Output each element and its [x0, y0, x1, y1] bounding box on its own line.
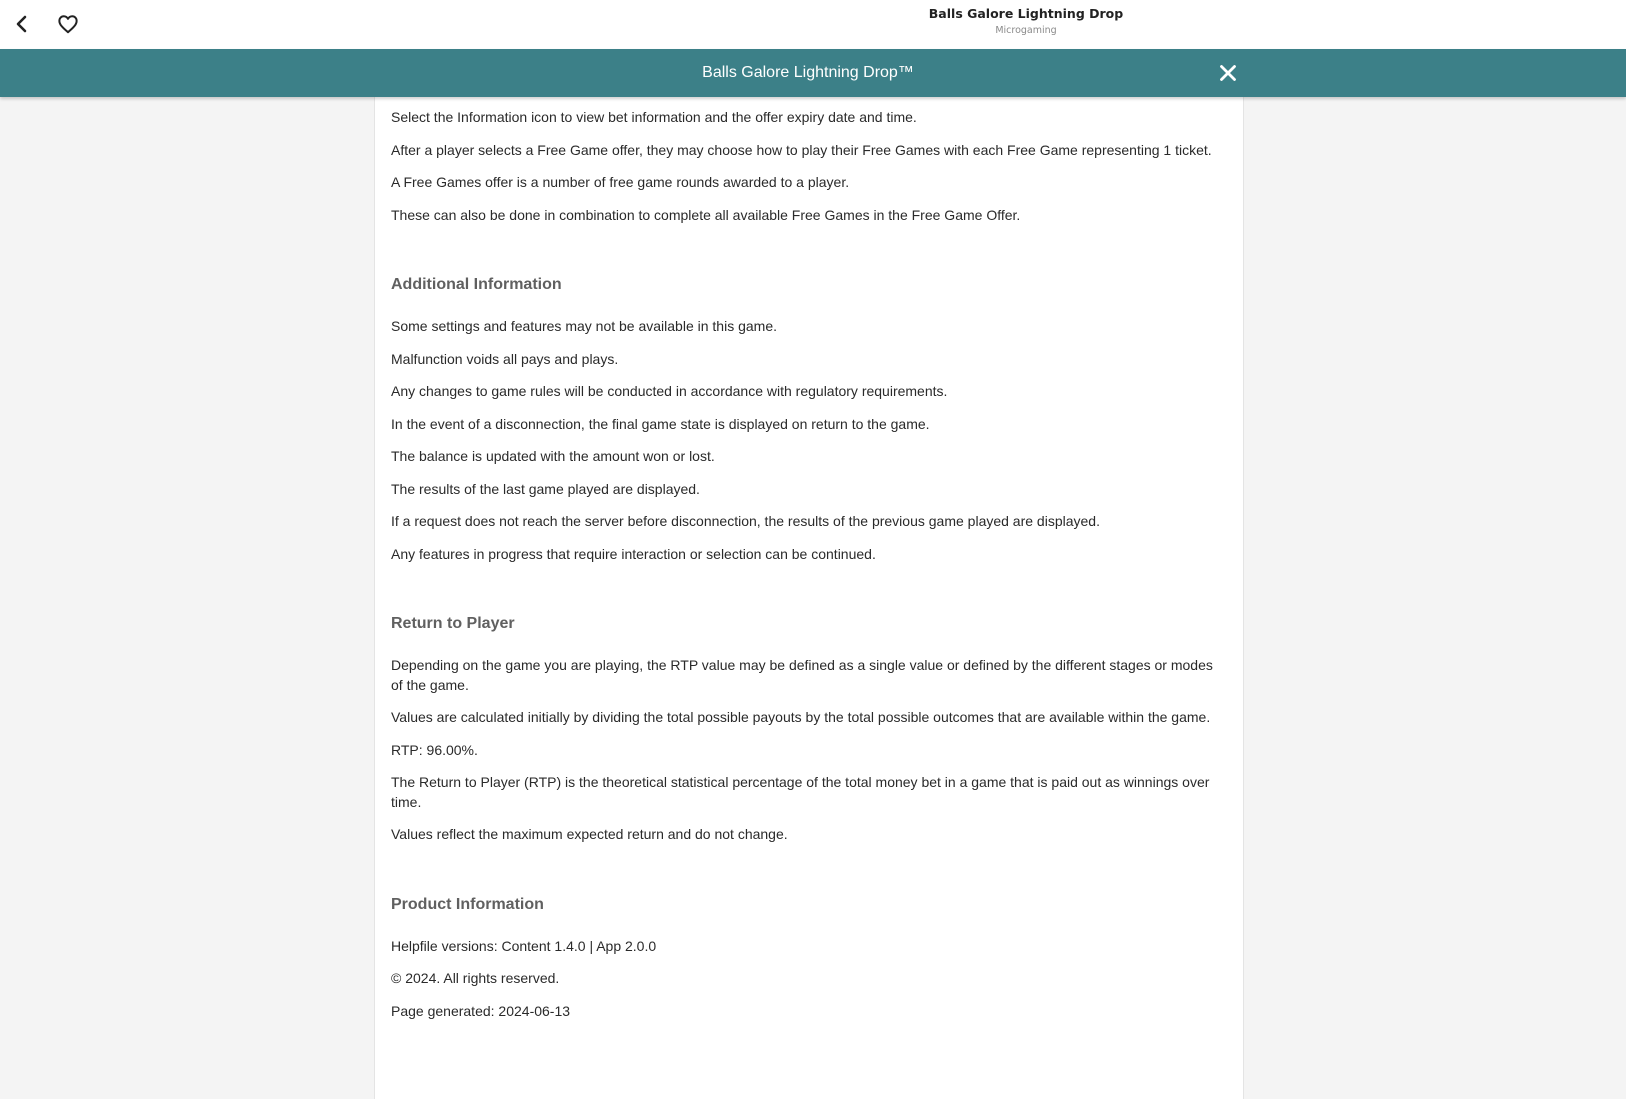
- paragraph: In the event of a disconnection, the final game state is displayed on return to the game.: [391, 415, 930, 432]
- chevron-left-icon: [12, 14, 32, 34]
- free-games-section: [391, 108, 1227, 225]
- paragraph: Select the Information icon to view bet information and the offer expiry date and time.: [391, 109, 917, 125]
- favorite-button[interactable]: [52, 8, 84, 40]
- game-title: Balls Galore Lightning Drop: [928, 6, 1124, 21]
- paragraph: Values reflect the maximum expected return and do not change.: [391, 826, 788, 842]
- paragraph: After a player selects a Free Game offer, they may choose how to play their Free Games with each Free Game representing 1 ticket.: [391, 141, 1212, 158]
- close-icon: [1219, 64, 1237, 82]
- paragraph: The Return to Player (RTP) is the theoretical statistical percentage of the total money bet in a game that is paid out as winnings over time.: [391, 774, 1210, 810]
- paragraph: The results of the last game played are displayed.: [391, 480, 700, 497]
- game-title-block: [826, 6, 1226, 37]
- return-to-player-section: [391, 614, 1227, 845]
- help-header-bar: [0, 49, 1626, 97]
- section-heading: Additional Information: [391, 276, 562, 293]
- help-content: [375, 97, 1243, 1021]
- paragraph: Values are calculated initially by dividing the total possible payouts by the total possible outcomes that are available within the game.: [391, 709, 1211, 725]
- rtp-value: RTP: 96.00%.: [391, 741, 478, 758]
- top-bar: [0, 0, 1626, 50]
- page-generated-date: Page generated: 2024-06-13: [391, 1002, 571, 1019]
- close-button[interactable]: [1216, 61, 1240, 85]
- section-heading: Product Information: [391, 895, 544, 913]
- help-title: Balls Galore Lightning Drop™: [702, 64, 914, 81]
- helpfile-versions: Helpfile versions: Content 1.4.0 | App 2.0.0: [391, 937, 657, 954]
- back-button[interactable]: [6, 8, 38, 40]
- paragraph: A Free Games offer is a number of free game rounds awarded to a player.: [391, 174, 850, 190]
- paragraph: Any changes to game rules will be conducted in accordance with regulatory requirements.: [391, 383, 948, 399]
- section-heading: Return to Player: [391, 615, 515, 632]
- game-provider: Microgaming: [995, 25, 1057, 36]
- paragraph: Some settings and features may not be available in this game.: [391, 318, 777, 334]
- additional-information-section: [391, 275, 1227, 564]
- copyright: © 2024. All rights reserved.: [391, 970, 560, 986]
- paragraph: The balance is updated with the amount won or lost.: [391, 448, 715, 464]
- paragraph: If a request does not reach the server before disconnection, the results of the previous game played are displayed.: [391, 513, 1100, 529]
- paragraph: Any features in progress that require interaction or selection can be continued.: [391, 545, 876, 562]
- help-content-panel[interactable]: [374, 97, 1244, 1099]
- paragraph: Malfunction voids all pays and plays.: [391, 350, 619, 367]
- heart-outline-icon: [57, 14, 79, 34]
- paragraph: Depending on the game you are playing, the RTP value may be defined as a single value or defined by the different stages or modes of the game.: [391, 657, 1213, 693]
- product-information-section: [391, 895, 1227, 1022]
- paragraph: These can also be done in combination to complete all available Free Games in the Free Game Offer.: [391, 206, 1021, 223]
